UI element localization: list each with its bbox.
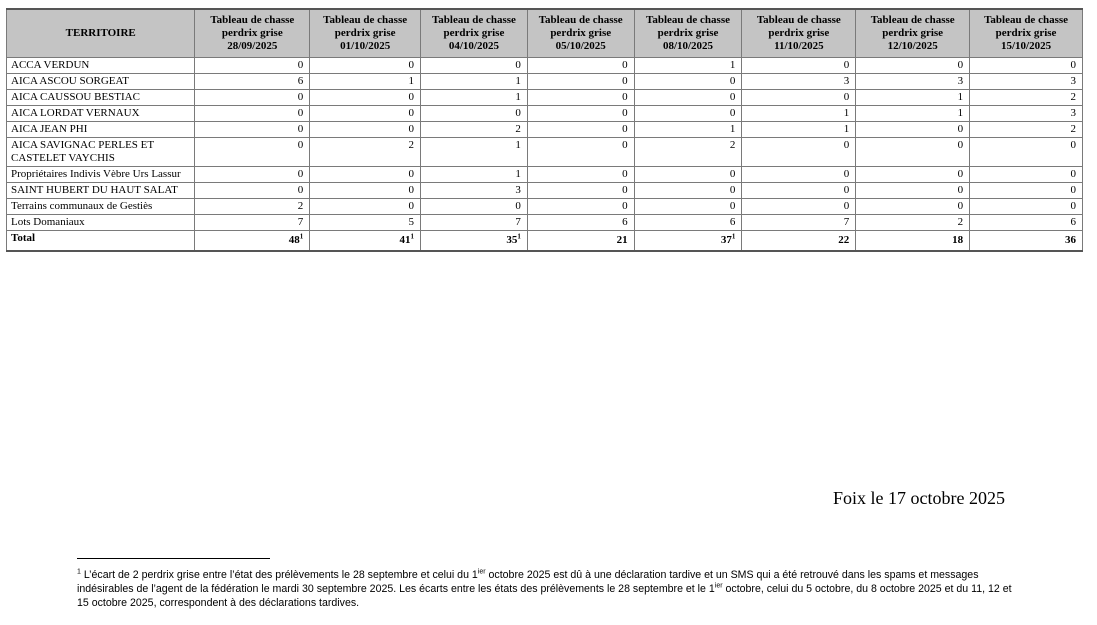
- table-row: [7, 74, 1083, 90]
- date-header: Tableau de chasse perdrix grise 04/10/2025: [421, 9, 528, 58]
- count-cell: 0: [634, 90, 742, 106]
- count-cell: 1: [421, 90, 528, 106]
- total-value: 36: [1065, 234, 1076, 246]
- total-cell: [856, 231, 970, 252]
- total-value: 48: [288, 234, 300, 246]
- total-value: 37: [720, 234, 732, 246]
- count-cell: 0: [634, 106, 742, 122]
- count-cell: 2: [856, 215, 970, 231]
- count-cell: 0: [742, 167, 856, 183]
- count-cell: 0: [195, 90, 310, 106]
- footnote-mark: 1: [299, 232, 304, 241]
- count-cell: 0: [856, 167, 970, 183]
- count-cell: 0: [310, 167, 421, 183]
- total-row: [7, 231, 1083, 252]
- count-cell: 0: [970, 138, 1083, 167]
- count-cell: 0: [742, 90, 856, 106]
- count-cell: 0: [856, 122, 970, 138]
- count-cell: 0: [421, 106, 528, 122]
- total-value: 22: [838, 234, 850, 246]
- total-cell: [527, 231, 634, 252]
- count-cell: 0: [527, 58, 634, 74]
- date-header: Tableau de chasse perdrix grise 05/10/2025: [527, 9, 634, 58]
- territory-name: Lots Domaniaux: [7, 215, 195, 231]
- count-cell: 1: [742, 106, 856, 122]
- count-cell: 7: [421, 215, 528, 231]
- count-cell: 0: [195, 122, 310, 138]
- count-cell: 0: [527, 167, 634, 183]
- count-cell: 0: [310, 183, 421, 199]
- count-cell: 3: [742, 74, 856, 90]
- territory-name: ACCA VERDUN: [7, 58, 195, 74]
- count-cell: 0: [970, 58, 1083, 74]
- count-cell: 6: [195, 74, 310, 90]
- count-cell: 0: [195, 138, 310, 167]
- count-cell: 0: [310, 106, 421, 122]
- total-cell: [634, 231, 742, 252]
- count-cell: 0: [195, 106, 310, 122]
- count-cell: 1: [421, 138, 528, 167]
- count-cell: 5: [310, 215, 421, 231]
- table-row: [7, 106, 1083, 122]
- count-cell: 0: [527, 199, 634, 215]
- total-cell: [195, 231, 310, 252]
- count-cell: 0: [527, 106, 634, 122]
- count-cell: 0: [421, 58, 528, 74]
- count-cell: 0: [856, 138, 970, 167]
- table-row: [7, 90, 1083, 106]
- count-cell: 0: [310, 122, 421, 138]
- territory-name: AICA CAUSSOU BESTIAC: [7, 90, 195, 106]
- count-cell: 0: [742, 199, 856, 215]
- count-cell: 1: [742, 122, 856, 138]
- count-cell: 0: [310, 90, 421, 106]
- footnote-mark: 1: [517, 232, 521, 241]
- count-cell: 0: [634, 74, 742, 90]
- total-cell: [970, 231, 1083, 252]
- count-cell: 0: [527, 122, 634, 138]
- count-cell: 0: [527, 90, 634, 106]
- count-cell: 1: [421, 167, 528, 183]
- table-row: [7, 58, 1083, 74]
- table-row: [7, 183, 1083, 199]
- count-cell: 0: [856, 58, 970, 74]
- count-cell: 3: [856, 74, 970, 90]
- table-row: [7, 199, 1083, 215]
- count-cell: 3: [421, 183, 528, 199]
- total-value: 18: [952, 234, 964, 246]
- date-header: Tableau de chasse perdrix grise 15/10/2025: [970, 9, 1083, 58]
- count-cell: 1: [634, 58, 742, 74]
- count-cell: 0: [527, 74, 634, 90]
- count-cell: 0: [421, 199, 528, 215]
- table-row: [7, 167, 1083, 183]
- count-cell: 2: [310, 138, 421, 167]
- count-cell: 0: [310, 199, 421, 215]
- count-cell: 0: [634, 183, 742, 199]
- count-cell: 2: [970, 122, 1083, 138]
- count-cell: 0: [970, 199, 1083, 215]
- count-cell: 0: [742, 138, 856, 167]
- total-value: 41: [399, 234, 411, 246]
- total-cell: [742, 231, 856, 252]
- date-header: Tableau de chasse perdrix grise 28/09/2025: [195, 9, 310, 58]
- table-row: [7, 138, 1083, 167]
- count-cell: 3: [970, 106, 1083, 122]
- count-cell: 0: [634, 167, 742, 183]
- count-cell: 0: [195, 167, 310, 183]
- count-cell: 2: [421, 122, 528, 138]
- territory-name: AICA ASCOU SORGEAT: [7, 74, 195, 90]
- total-label: Total: [7, 231, 195, 252]
- territory-name: AICA LORDAT VERNAUX: [7, 106, 195, 122]
- count-cell: 0: [527, 183, 634, 199]
- count-cell: 6: [970, 215, 1083, 231]
- date-header: Tableau de chasse perdrix grise 12/10/2025: [856, 9, 970, 58]
- count-cell: 0: [856, 183, 970, 199]
- count-cell: 0: [856, 199, 970, 215]
- date-header: Tableau de chasse perdrix grise 08/10/2025: [634, 9, 742, 58]
- territory-header: TERRITOIRE: [7, 9, 195, 58]
- count-cell: 6: [634, 215, 742, 231]
- total-value: 21: [616, 234, 628, 246]
- count-cell: 0: [195, 183, 310, 199]
- count-cell: 1: [856, 106, 970, 122]
- total-cell: [310, 231, 421, 252]
- count-cell: 1: [421, 74, 528, 90]
- territory-name: AICA SAVIGNAC PERLES ET CASTELET VAYCHIS: [7, 138, 195, 167]
- count-cell: 0: [742, 183, 856, 199]
- total-value: 35: [506, 234, 518, 246]
- count-cell: 0: [742, 58, 856, 74]
- footnote-separator: [77, 558, 270, 559]
- header-row: [7, 9, 1083, 58]
- footnote-mark: 1: [410, 232, 415, 241]
- count-cell: 0: [310, 58, 421, 74]
- footnote: $^1$ L’écart de 2 perdrix grise entre l’état des prélèvements le 28 septembre et celui du $1^{ier}$ octobre 2025 est dû à une déclaration tardive et un SMS qui a été retrouvé dans les spams et messages indésirables de l’agent de la fédération le mardi 30 septembre 2025. Les écarts entre les états des prélèvements le 28 septembre et le $1^{ier}$ octobre, celui du 5 octobre, du 8 octobre 2025 et du 11, 12 et 15 octobre 2025, correspondent à des déclarations tardives.: [77, 568, 1012, 609]
- count-cell: 6: [527, 215, 634, 231]
- footnote-number: 1: [77, 568, 81, 576]
- table-row: [7, 215, 1083, 231]
- territory-name: SAINT HUBERT DU HAUT SALAT: [7, 183, 195, 199]
- territory-name: Propriétaires Indivis Vèbre Urs Lassur: [7, 167, 195, 183]
- count-cell: 2: [195, 199, 310, 215]
- count-cell: 3: [970, 74, 1083, 90]
- date-header: Tableau de chasse perdrix grise 01/10/2025: [310, 9, 421, 58]
- count-cell: 7: [742, 215, 856, 231]
- total-cell: [421, 231, 528, 252]
- date-header: Tableau de chasse perdrix grise 11/10/2025: [742, 9, 856, 58]
- count-cell: 1: [310, 74, 421, 90]
- table-row: [7, 122, 1083, 138]
- count-cell: 1: [634, 122, 742, 138]
- count-cell: 2: [634, 138, 742, 167]
- count-cell: 2: [970, 90, 1083, 106]
- territory-name: Terrains communaux de Gestiès: [7, 199, 195, 215]
- count-cell: 0: [970, 167, 1083, 183]
- count-cell: 0: [634, 199, 742, 215]
- territory-name: AICA JEAN PHI: [7, 122, 195, 138]
- count-cell: 0: [970, 183, 1083, 199]
- count-cell: 0: [527, 138, 634, 167]
- hunting-table: [6, 8, 1083, 252]
- count-cell: 0: [195, 58, 310, 74]
- count-cell: 1: [856, 90, 970, 106]
- place-date: Foix le 17 octobre 2025: [833, 488, 1005, 508]
- footnote-mark: 1: [731, 232, 736, 241]
- count-cell: 7: [195, 215, 310, 231]
